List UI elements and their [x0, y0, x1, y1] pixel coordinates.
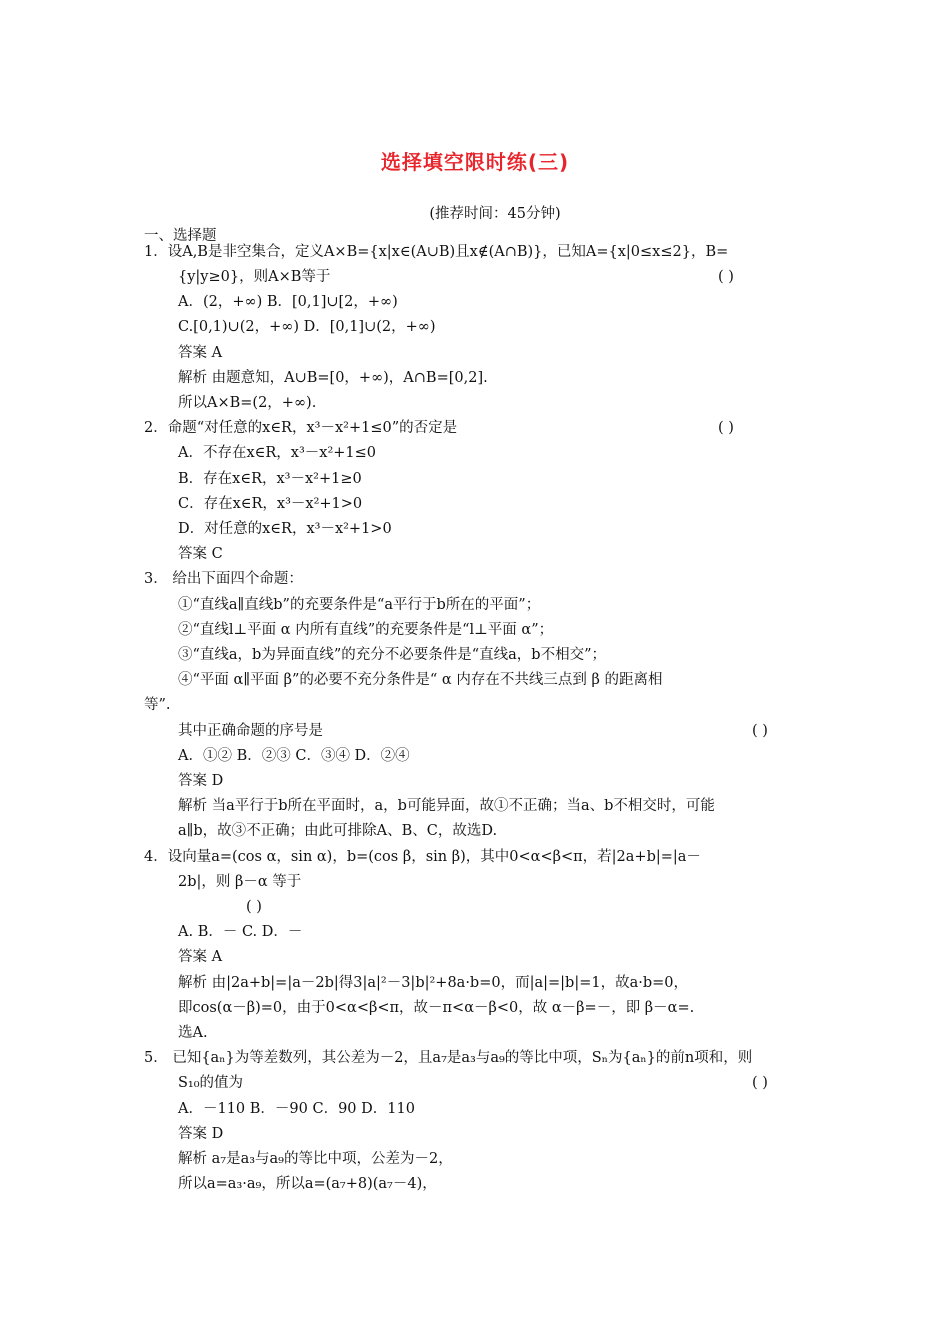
text-line: A．(2，+∞) B．[0,1]∪[2，+∞): [178, 294, 398, 310]
page-title: 选择填空限时练(三): [380, 150, 570, 174]
text-line: 答案 C: [178, 546, 223, 562]
text-line: 其中正确命题的序号是: [178, 723, 323, 739]
text-line: ④“平面 α∥平面 β”的必要不充分条件是“ α 内存在不共线三点到 β 的距离相: [178, 672, 663, 688]
text-line: 解析 由题意知，A∪B=[0，+∞)，A∩B=[0,2].: [178, 370, 488, 386]
text-line: 即cos(α－β)=0，由于0<α<β<π，故－π<α－β<0，故 α－β=－，即 β－α=.: [178, 1000, 695, 1016]
text-line: 解析 由|2a+b|=|a－2b|得3|a|²－3|b|²+8a·b=0，而|a|=|b|=1，故a·b=0，: [178, 975, 688, 991]
text-line: 答案 A: [178, 949, 223, 965]
text-line: ②“直线l⊥平面 α 内所有直线”的充要条件是“l⊥平面 α”；: [178, 622, 554, 638]
text-line: S₁₀的值为: [178, 1075, 244, 1091]
text-line: 3． 给出下面四个命题：: [144, 571, 303, 587]
answer-bracket: ( ): [718, 420, 734, 436]
text-line: A．不存在x∈R，x³－x²+1≤0: [178, 445, 377, 461]
text-line: C.[0,1)∪(2，+∞) D．[0,1]∪(2，+∞): [178, 319, 436, 335]
text-line: 解析 当a平行于b所在平面时，a，b可能异面，故①不正确；当a、b不相交时，可能: [178, 798, 715, 814]
section-heading: 一、选择题: [144, 228, 217, 244]
text-line: D．对任意的x∈R，x³－x²+1>0: [178, 521, 392, 537]
text-line: A．－110 B．－90 C．90 D．110: [178, 1101, 415, 1117]
recommended-time: (推荐时间：45分钟): [429, 206, 561, 222]
text-line: 2b|，则 β－α 等于: [178, 874, 302, 890]
answer-bracket: ( ): [718, 269, 734, 285]
text-line: 所以a=a₃·a₉，所以a=(a₇+8)(a₇－4)，: [178, 1176, 437, 1192]
text-line: ( ): [246, 899, 262, 915]
text-line: 答案 D: [178, 1126, 224, 1142]
text-line: 2．命题“对任意的x∈R，x³－x²+1≤0”的否定是: [144, 420, 458, 436]
text-line: A. B．－ C. D．－: [178, 924, 303, 940]
text-line: {y|y≥0}，则A×B等于: [178, 269, 331, 285]
text-line: 答案 A: [178, 345, 223, 361]
text-line: 等”.: [144, 697, 171, 713]
text-line: C．存在x∈R，x³－x²+1>0: [178, 496, 363, 512]
text-line: 所以A×B=(2，+∞).: [178, 395, 317, 411]
text-line: 4．设向量a=(cos α，sin α)，b=(cos β，sin β)，其中0<α<β<π，若|2a+b|=|a－: [144, 849, 701, 865]
text-line: 1．设A,B是非空集合，定义A×B={x|x∈(A∪B)且x∉(A∩B)}，已知A={x|0≤x≤2}，B=: [144, 244, 729, 260]
text-line: 5． 已知{aₙ}为等差数列，其公差为－2，且a₇是a₃与a₉的等比中项，Sₙ为{aₙ}的前n项和，则: [144, 1050, 753, 1066]
text-line: ③“直线a，b为异面直线”的充分不必要条件是“直线a，b不相交”；: [178, 647, 607, 663]
text-line: ①“直线a∥直线b”的充要条件是“a平行于b所在的平面”；: [178, 597, 541, 613]
text-line: 解析 a₇是a₃与a₉的等比中项，公差为－2，: [178, 1151, 453, 1167]
text-line: 选A.: [178, 1025, 208, 1041]
text-line: a∥b，故③不正确；由此可排除A、B、C，故选D.: [178, 823, 498, 839]
answer-bracket: ( ): [752, 723, 768, 739]
text-line: 答案 D: [178, 773, 224, 789]
answer-bracket: ( ): [752, 1075, 768, 1091]
text-line: B．存在x∈R，x³－x²+1≥0: [178, 471, 362, 487]
text-line: A．①② B．②③ C．③④ D．②④: [178, 748, 410, 764]
